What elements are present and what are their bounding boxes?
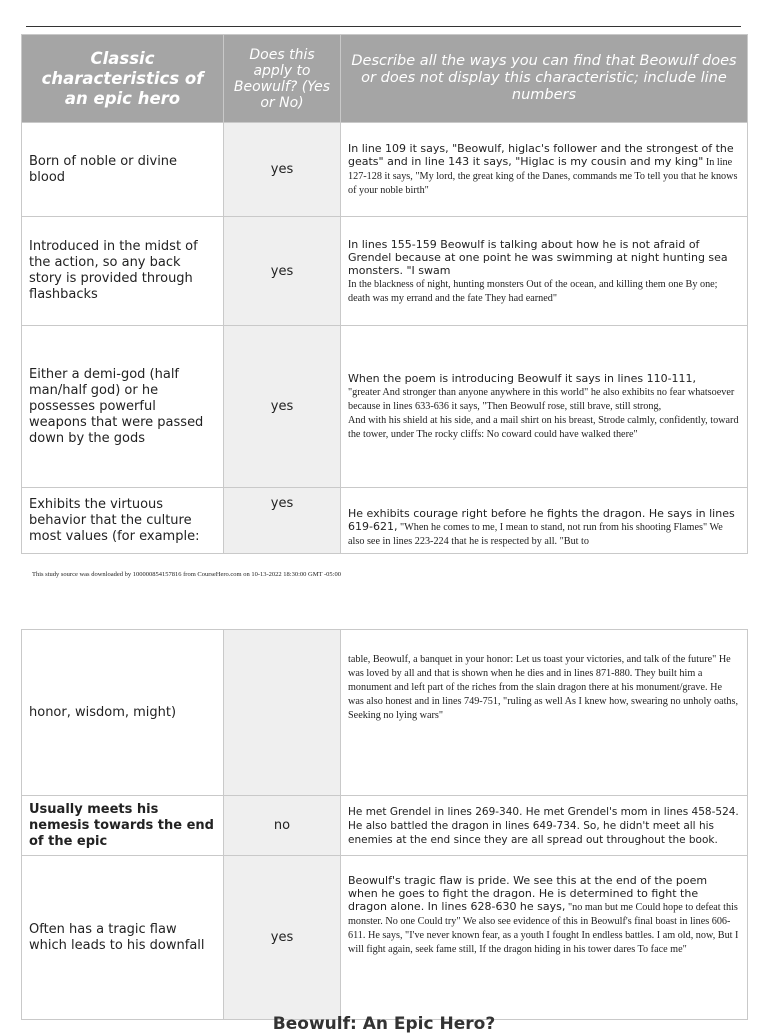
description-text: He exhibits courage right before he fights the dragon. He says in lines 619-621, — [348, 507, 735, 533]
description-cell — [341, 488, 748, 554]
characteristic-cell: Born of noble or divine blood — [22, 123, 224, 217]
header-row — [22, 35, 748, 123]
description-cell — [341, 123, 748, 217]
description-text: Beowulf's tragic flaw is pride. We see this at the end of the poem when he goes to fight the dragon. He is determined to fight the dragon alone. In lines 628-630 he says, — [348, 874, 708, 913]
table-row — [22, 488, 748, 554]
characteristic-cell: Usually meets his nemesis towards the end of the epic — [22, 796, 224, 856]
description-text: In line 109 it says, "Beowulf, higlac's follower and the strongest of the geats" and in line 143 it says, "Higlac is my cousin and my king" — [348, 142, 734, 168]
header-applies: Does this apply to Beowulf? (Yes or No) — [224, 35, 341, 123]
table-row — [22, 217, 748, 326]
description-cell — [341, 217, 748, 326]
description-quote: table, Beowulf, a banquet in your honor: Let us toast your victories, and talk of the future" He was loved by all and that is shown when he dies and in lines 871-880. They built him a monument and left part of the riches from the slain dragon there at his monument/grave. He was also honest and in lines 749-751, "ruling as well As I knew how, swearing no unholy oaths, Seeking no lying wars" — [348, 654, 739, 721]
applies-cell: yes — [224, 217, 341, 326]
description-quote: In line 127-128 it says, "My lord, the great king of the Danes, commands me To tell you that he knows of your noble birth" — [348, 157, 738, 196]
description-text: In lines 155-159 Beowulf is talking about how he is not afraid of Grendel because at one point he was swimming at night hunting sea monsters. "I swam — [348, 237, 728, 277]
table-row — [22, 796, 748, 856]
description-text: He met Grendel in lines 269-340. He met Grendel's mom in lines 458-524. He also battled the dragon in lines 649-734. So, he didn't meet all his enemies at the end since they are all spread out throughout the book. — [348, 805, 739, 846]
applies-cell: yes — [224, 326, 341, 488]
applies-cell — [224, 630, 341, 796]
description-quote-2: And with his shield at his side, and a mail shirt on his breast, Strode calmly, confidently, toward the tower, under The rocky cliffs: No coward could have walked there" — [348, 415, 739, 440]
description-cell — [341, 630, 748, 796]
description-cell — [341, 326, 748, 488]
header-characteristic: Classic characteristics of an epic hero — [22, 35, 224, 123]
description-text: When the poem is introducing Beowulf it says in lines 110-111, — [348, 372, 697, 385]
description-quote: In the blackness of night, hunting monsters Out of the ocean, and killing them one By one; death was my errand and the fate They had earned" — [348, 278, 718, 304]
characteristic-cell: Introduced in the midst of the action, so any back story is provided through flashbacks — [22, 217, 224, 326]
table-row — [22, 630, 748, 796]
download-footer: This study source was downloaded by 100000854157816 from CourseHero.com on 10-13-2022 18:30:00 GMT -05:00 — [32, 571, 341, 578]
table-row — [22, 856, 748, 1020]
characteristic-cell: Exhibits the virtuous behavior that the culture most values (for example: — [22, 488, 224, 554]
description-quote: "When he comes to me, I mean to stand, not run from his shooting Flames" We also see in lines 223-224 that he is respected by all. "But to — [348, 522, 723, 547]
applies-cell: no — [224, 796, 341, 856]
applies-cell: yes — [224, 488, 341, 554]
characteristic-cell: Often has a tragic flaw which leads to his downfall — [22, 856, 224, 1020]
description-quote: "no man but me Could hope to defeat this monster. No one Could try" We also see evidence of this in Beowulf's final boast in lines 606-611. He says, "I've never known fear, as a youth I fought In endless battles. I am old, now, But I will fight again, seek fame still, If the dragon hiding in his tower dares To face me" — [348, 902, 739, 955]
cutoff-title: Beowulf: An Epic Hero? — [272, 1014, 496, 1034]
characteristic-cell: Either a demi-god (half man/half god) or he possesses powerful weapons that were passed down by the gods — [22, 326, 224, 488]
applies-cell: yes — [224, 123, 341, 217]
applies-cell: yes — [224, 856, 341, 1020]
epic-hero-table-page1 — [21, 34, 748, 554]
description-cell — [341, 796, 748, 856]
epic-hero-table-page2 — [21, 629, 748, 1020]
description-cell — [341, 856, 748, 1020]
characteristic-cell: honor, wisdom, might) — [22, 630, 224, 796]
description-quote: "greater And stronger than anyone anywhere in this world" he also exhibits no fear whatsoever because in lines 633-636 it says, "Then Beowulf rose, still brave, still strong, — [348, 387, 735, 412]
table-row — [22, 123, 748, 217]
header-description: Describe all the ways you can find that Beowulf does or does not display this characteristic; include line numbers — [341, 35, 748, 123]
table-row — [22, 326, 748, 488]
top-rule — [26, 26, 741, 27]
